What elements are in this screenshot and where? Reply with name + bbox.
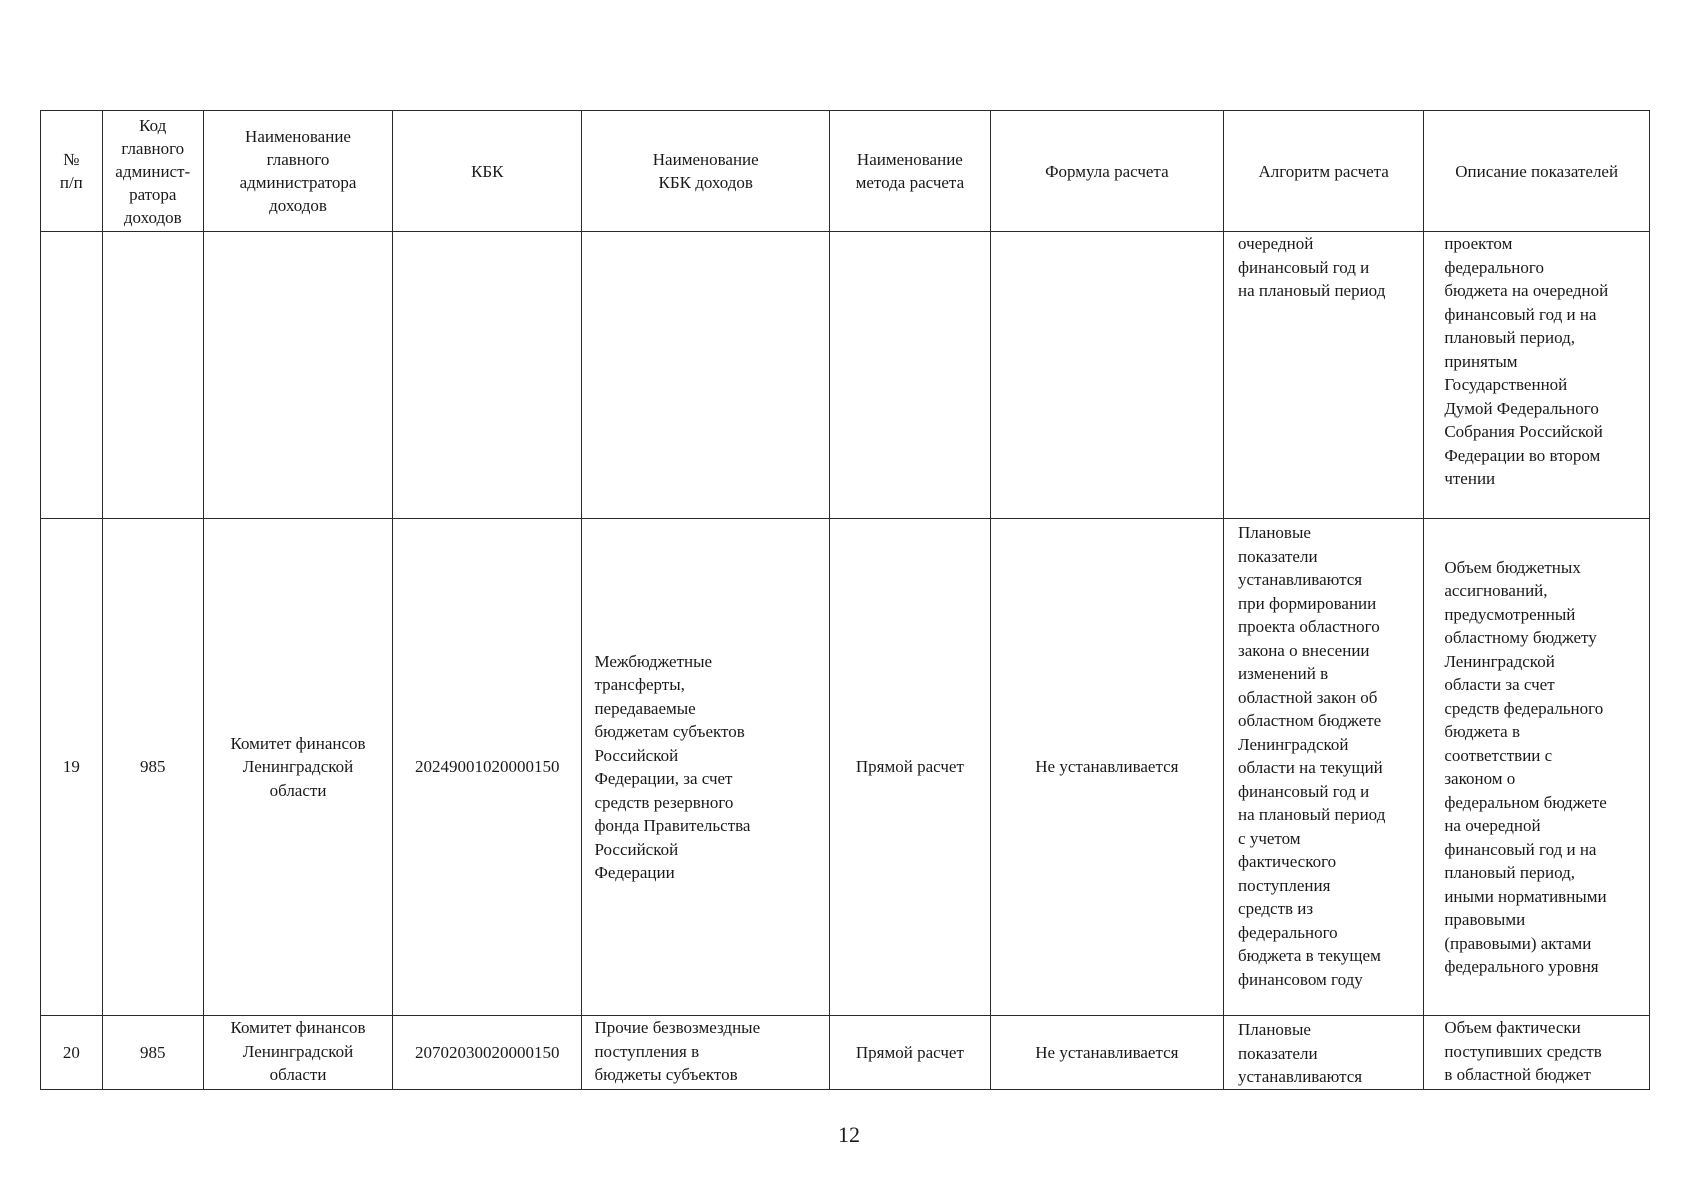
cell-admin-name: Комитет финансов Ленинградской области [203,519,392,1016]
cell-number: 19 [41,519,103,1016]
revenue-methods-table [40,110,1650,1090]
cell-description: Объем бюджетных ассигнований, предусмотренный областному бюджету Ленинградской области за счет средств федерального бюджета в соответствии с законом о федеральном бюджете на очередной финансовый год и на плановый период, иными нормативными правовыми (правовыми) актами федерального уровня [1424,519,1650,1016]
cell-method: Прямой расчет [830,519,991,1016]
cell-empty [582,232,830,519]
cell-formula: Не устанавливается [990,519,1223,1016]
cell-admin-code: 985 [102,519,203,1016]
cell-empty [393,232,582,519]
cell-number: 20 [41,1016,103,1090]
header-kbk: КБК [393,111,582,232]
cell-empty [990,232,1223,519]
cell-kbk-name: Прочие безвозмездные поступления в бюджеты субъектов [582,1016,830,1090]
cell-method: Прямой расчет [830,1016,991,1090]
header-number: № п/п [41,111,103,232]
cell-kbk: 20702030020000150 [393,1016,582,1090]
header-admin-code: Код главного админист- ратора доходов [102,111,203,232]
cell-formula: Не устанавливается [990,1016,1223,1090]
cell-admin-code: 985 [102,1016,203,1090]
table-row [41,519,1650,1016]
page-number: 12 [838,1122,860,1147]
cell-empty [830,232,991,519]
header-method: Наименование метода расчета [830,111,991,232]
cell-description: Объем фактически поступивших средств в областной бюджет [1424,1016,1650,1090]
header-algorithm: Алгоритм расчета [1224,111,1424,232]
cell-empty [203,232,392,519]
cell-empty [41,232,103,519]
cell-description: проектом федерального бюджета на очередной финансовый год и на плановый период, принятым Государственной Думой Федерального Собрания Российской Федерации во втором чтении [1424,232,1650,519]
cell-admin-name: Комитет финансов Ленинградской области [203,1016,392,1090]
table-header-row [41,111,1650,232]
cell-algorithm: Плановые показатели устанавливаются при формировании проекта областного закона о внесении изменений в областной закон об областном бюджете Ленинградской области на текущий финансовый год и на плановый период с учетом фактического поступления средств из федерального бюджета в текущем финансовом году [1224,519,1424,1016]
header-admin-name: Наименование главного администратора доходов [203,111,392,232]
cell-algorithm: очередной финансовый год и на плановый период [1224,232,1424,519]
header-formula: Формула расчета [990,111,1223,232]
header-kbk-name: Наименование КБК доходов [582,111,830,232]
cell-kbk: 20249001020000150 [393,519,582,1016]
header-description: Описание показателей [1424,111,1650,232]
cell-kbk-name: Межбюджетные трансферты, передаваемые бюджетам субъектов Российской Федерации, за счет средств резервного фонда Правительства Российской Федерации [582,519,830,1016]
cell-algorithm: Плановые показатели устанавливаются [1224,1016,1424,1090]
table-row-continuation [41,232,1650,519]
cell-empty [102,232,203,519]
table-row [41,1016,1650,1090]
